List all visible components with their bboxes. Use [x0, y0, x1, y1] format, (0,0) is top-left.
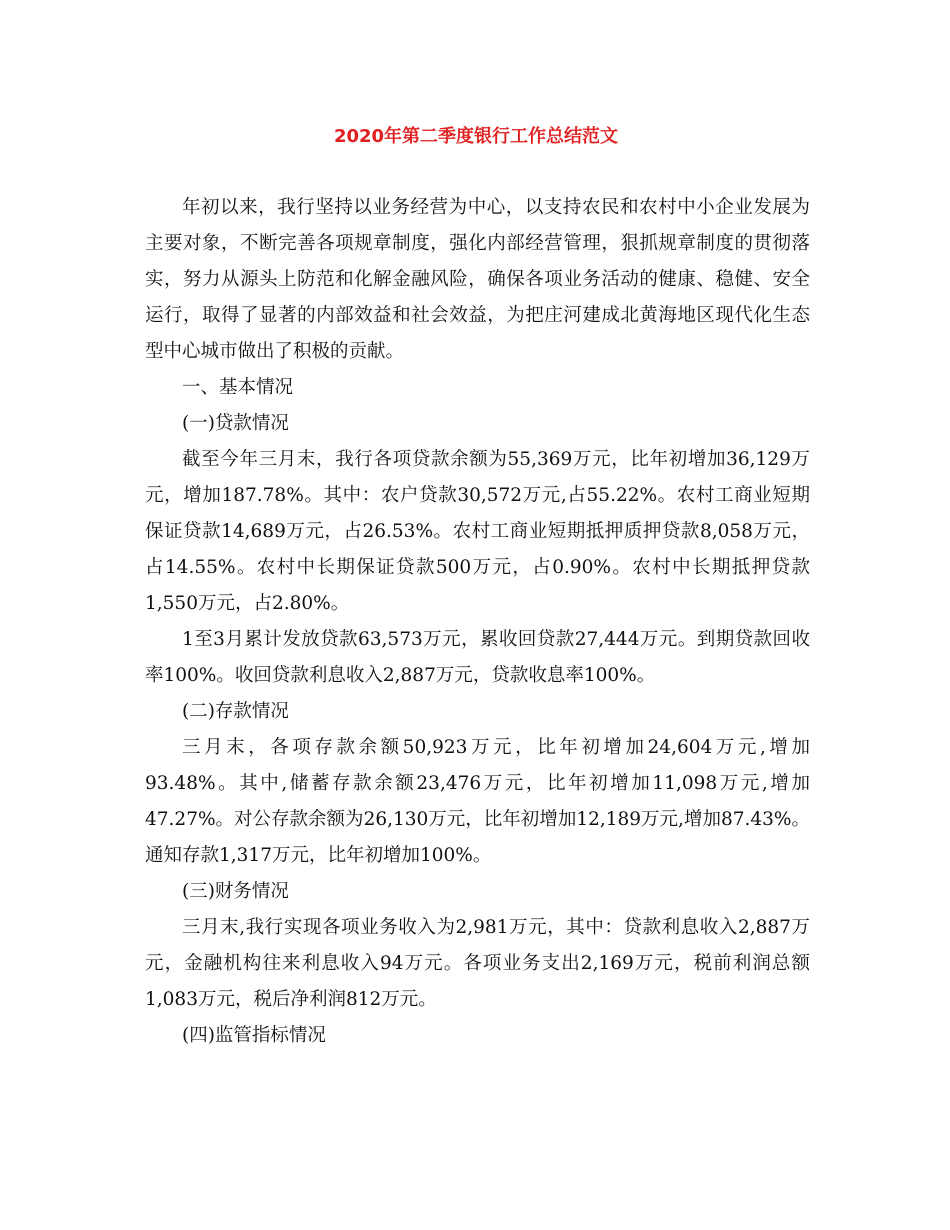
section-heading-basic-situation: 一、基本情况	[182, 377, 294, 398]
loans-paragraph: 截至今年三月末，我行各项贷款余额为55,369万元，比年初增加36,129万元，增加187.78%。其中：农户贷款30,572万元,占55.22%。农村工商业短期保证贷款14,689万元，占26.53%。农村工商业短期抵押质押贷款8,058万元，占14.55%。农村中长期保证贷款500万元，占0.90%。农村中长期抵押贷款1,550万元，占2.80%。	[145, 449, 810, 614]
finance-paragraph: 三月末,我行实现各项业务收入为2,981万元，其中：贷款利息收入2,887万元，金融机构往来利息收入94万元。各项业务支出2,169万元，税前利润总额1,083万元，税后净利润812万元。	[145, 917, 810, 1010]
subsection-heading-loans: (一)贷款情况	[182, 413, 289, 434]
document-title: 2020年第二季度银行工作总结范文	[333, 126, 619, 147]
deposits-paragraph: 三月末，各项存款余额50,923万元，比年初增加24,604万元,增加93.48%。其中,储蓄存款余额23,476万元，比年初增加11,098万元,增加47.27%。对公存款余额为26,130万元，比年初增加12,189万元,增加87.43%。通知存款1,317万元，比年初增加100%。	[145, 737, 810, 866]
subsection-heading-supervision: (四)监管指标情况	[182, 1025, 326, 1046]
loan-issuance-paragraph: 1至3月累计发放贷款63,573万元，累收回贷款27,444万元。到期贷款回收率100%。收回贷款利息收入2,887万元，贷款收息率100%。	[145, 629, 810, 686]
document-body	[145, 190, 810, 1054]
subsection-heading-deposits: (二)存款情况	[182, 701, 289, 722]
subsection-heading-finance: (三)财务情况	[182, 881, 289, 902]
intro-paragraph: 年初以来，我行坚持以业务经营为中心，以支持农民和农村中小企业发展为主要对象，不断完善各项规章制度，强化内部经营管理，狠抓规章制度的贯彻落实，努力从源头上防范和化解金融风险，确保各项业务活动的健康、稳健、安全运行，取得了显著的内部效益和社会效益，为把庄河建成北黄海地区现代化生态型中心城市做出了积极的贡献。	[145, 197, 810, 362]
